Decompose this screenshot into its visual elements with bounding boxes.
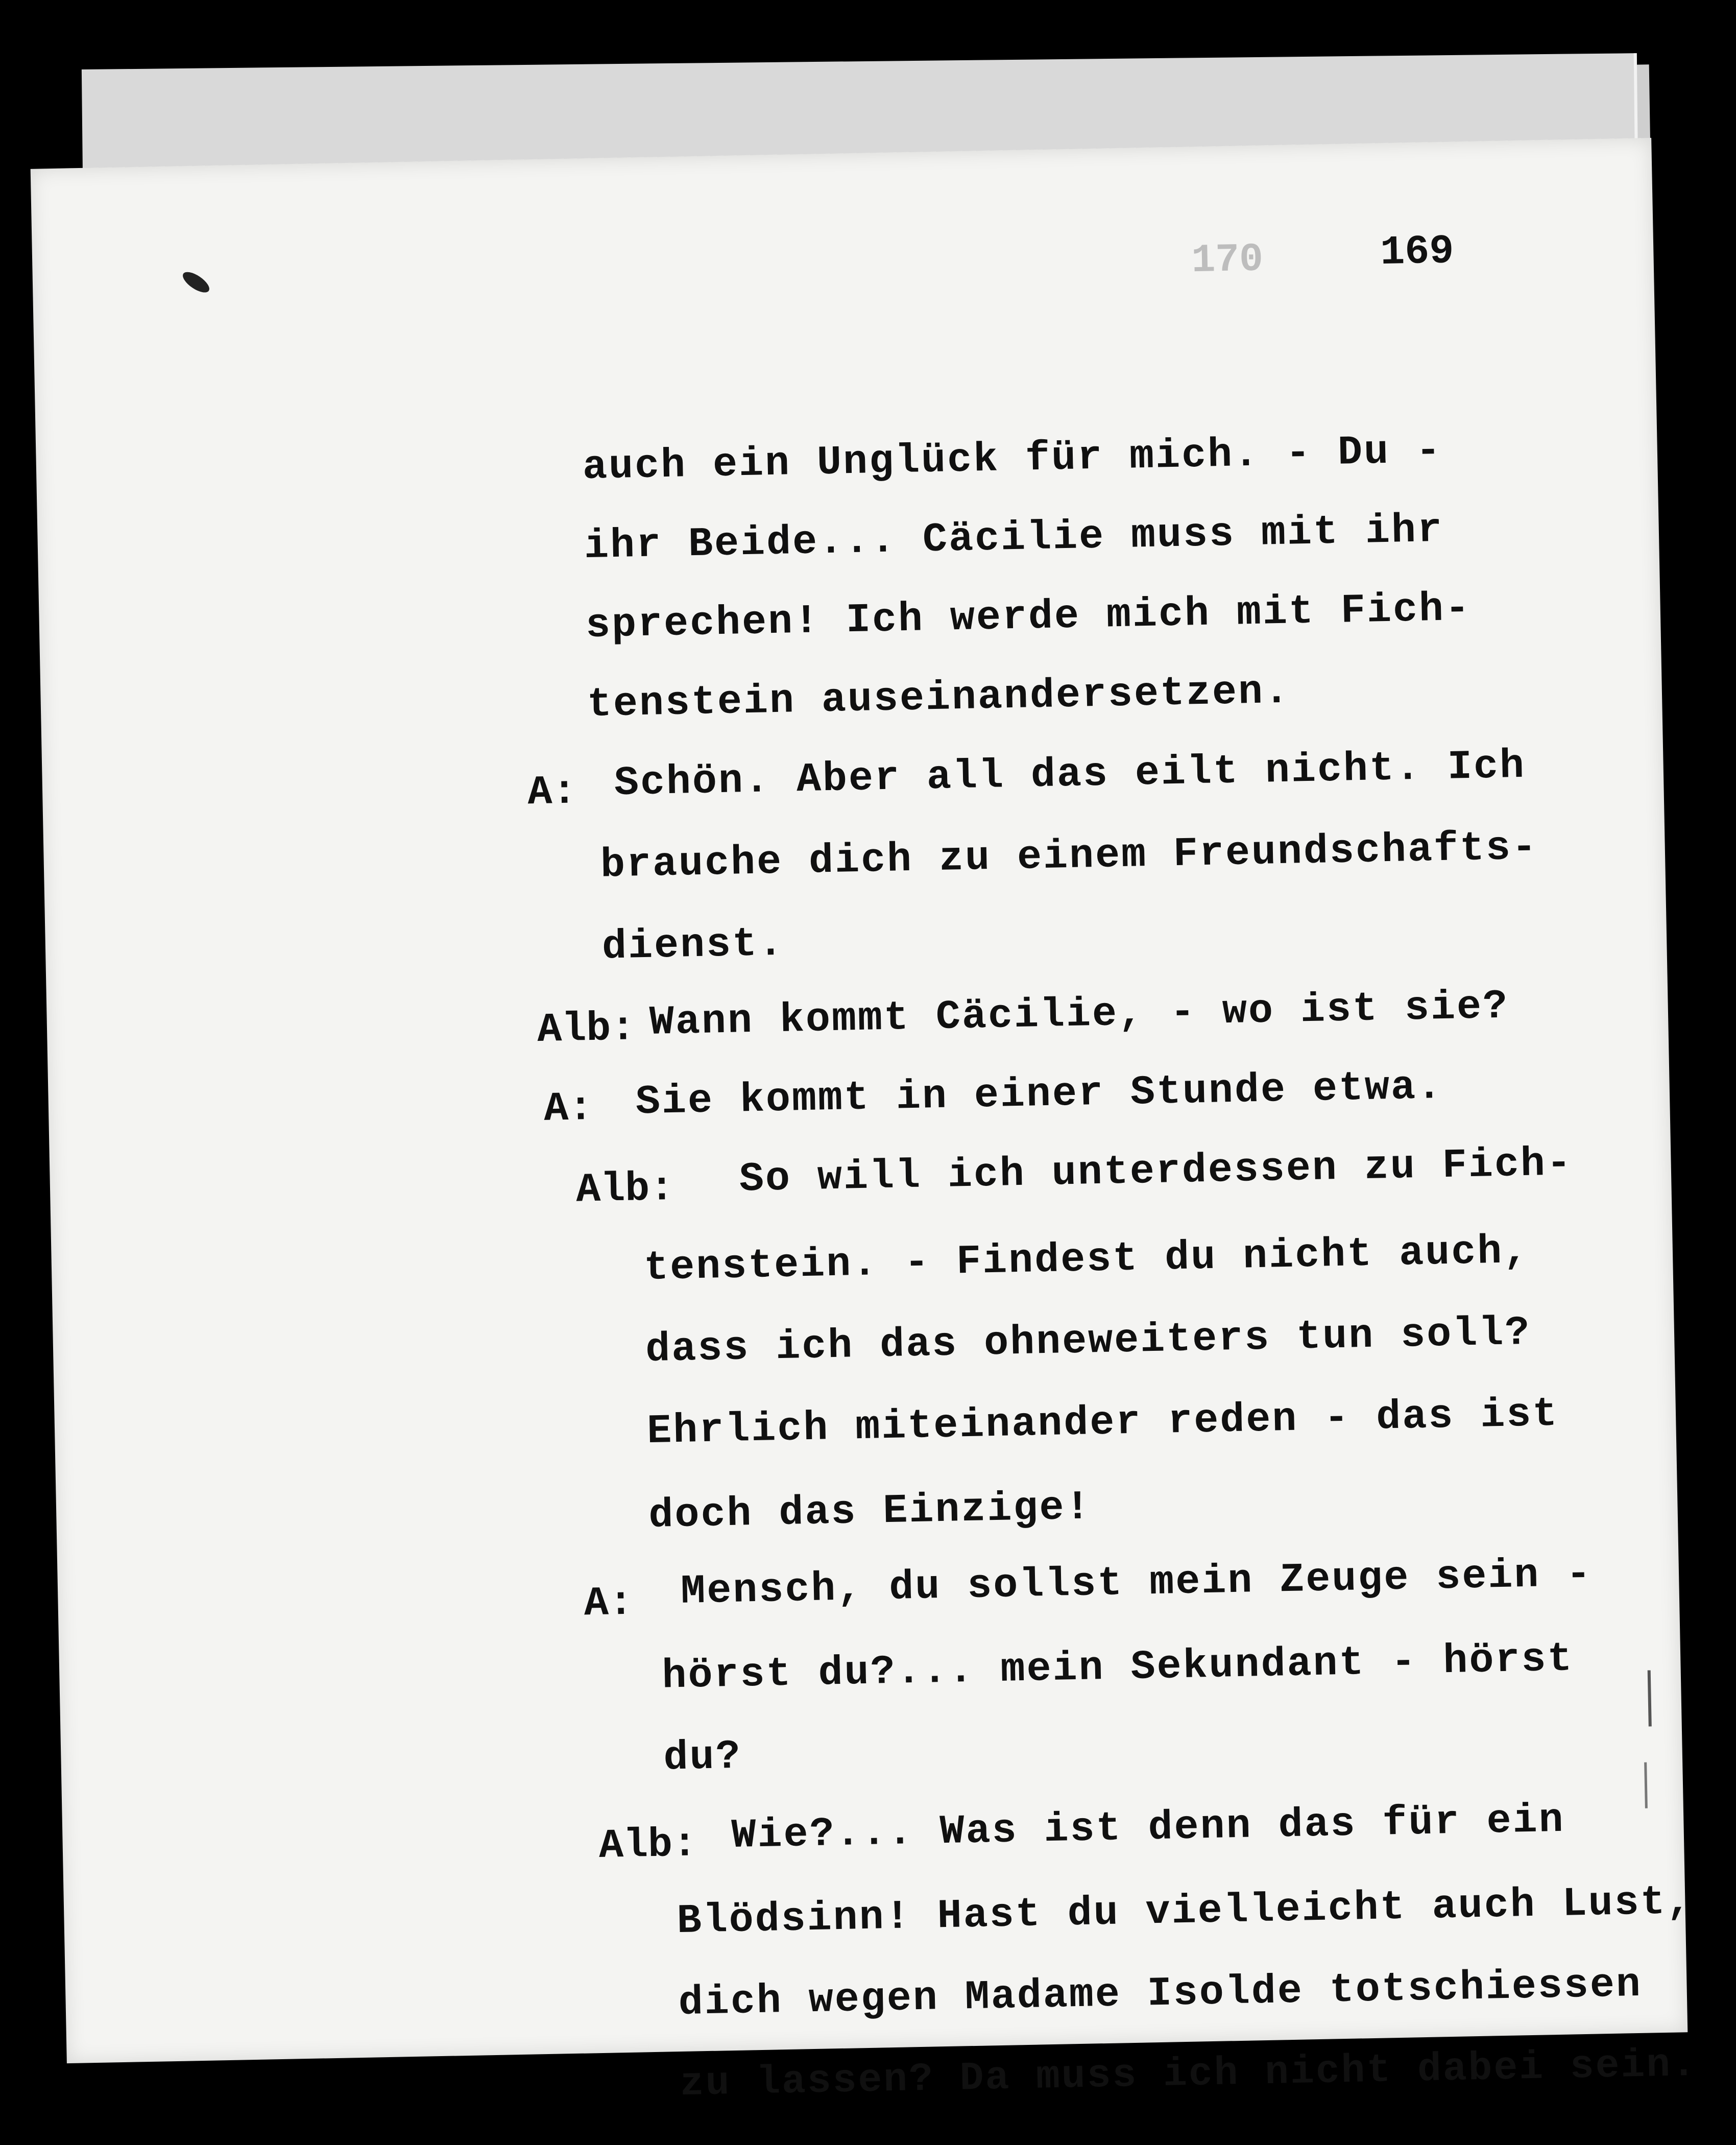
typewritten-page [31,138,1698,2107]
text-line: dich wegen Madame Isolde totschiessen [678,1961,1643,2027]
text-line: ihr Beide... Cäcilie muss mit ihr [584,507,1444,570]
text-line: So will ich unterdessen zu Fich- [739,1140,1573,1203]
text-line: Mensch, du sollst mein Zeuge sein - [680,1551,1593,1615]
text-line: auch ein Unglück für mich. - Du - [582,427,1442,491]
text-line: tenstein auseinandersetzen. [587,668,1291,729]
text-line: brauche dich zu einem Freundschafts- [600,824,1538,889]
text-line: Ehrlich miteinander reden - das ist [646,1391,1559,1456]
text-line: Schön. Aber all das eilt nicht. Ich [614,743,1526,807]
ink-smudge [180,268,212,296]
speaker-label: A: [527,769,577,817]
speaker-label: A: [543,1085,594,1133]
margin-mark [1648,1670,1652,1726]
text-line: hörst du?... mein Sekundant - hörst [661,1636,1574,1700]
speaker-label: Alb: [575,1165,675,1214]
text-line: Sie kommt in einer Stunde etwa. [635,1064,1443,1126]
speaker-label: Alb: [598,1821,697,1870]
text-line: Blödsinn! Hast du vielleicht auch Lust, [676,1878,1693,1945]
text-line: doch das Einzige! [648,1484,1092,1540]
old-page-number: 170 [1191,237,1264,284]
text-line: tenstein. - Findest du nicht auch, [643,1228,1530,1292]
text-line: dienst. [601,920,785,971]
speaker-label: Alb: [537,1005,636,1054]
text-line: Wann kommt Cäcilie, - wo ist sie? [649,983,1509,1046]
speaker-label: A: [583,1580,634,1628]
text-line: Wie?... Was ist denn das für ein [731,1797,1565,1860]
text-line: zu lassen? Da muss ich nicht dabei sein. [680,2042,1698,2107]
text-line: sprechen! Ich werde mich mit Fich- [585,585,1472,650]
text-line: du? [663,1733,742,1782]
text-line: dass ich das ohneweiters tun soll? [645,1309,1532,1374]
margin-mark [1644,1762,1648,1808]
page-number: 169 [1380,228,1455,277]
